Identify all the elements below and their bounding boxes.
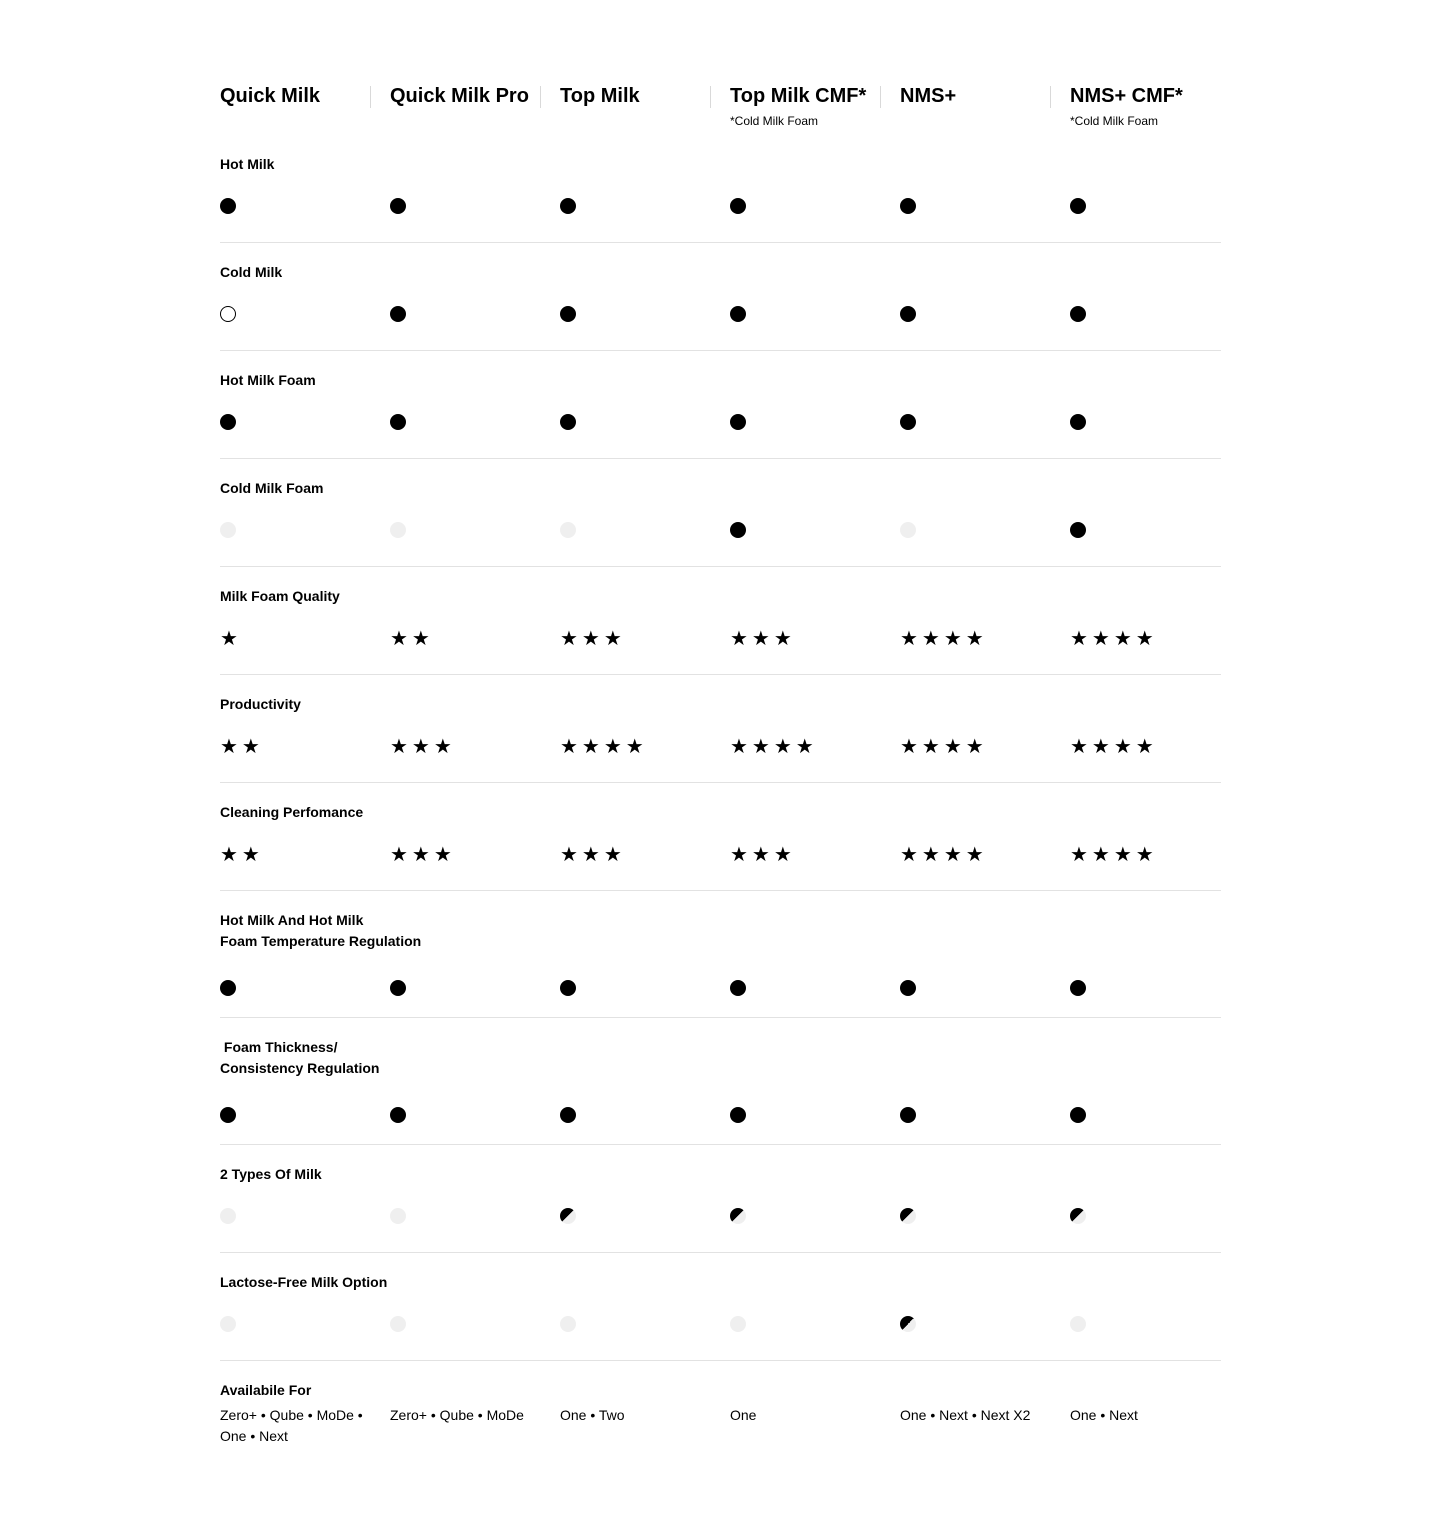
table-cell [390, 844, 560, 864]
table-cell [1070, 196, 1240, 216]
availability-text: One [730, 1407, 757, 1423]
feature-label: 2 Types Of Milk [220, 1166, 322, 1182]
filled-circle-icon [390, 414, 406, 430]
table-cell [730, 978, 900, 998]
column-title: Quick Milk [220, 85, 321, 107]
column-header [390, 84, 560, 108]
table-cell [220, 628, 390, 648]
table-row [220, 1145, 1221, 1253]
table-cell [560, 1405, 730, 1425]
availability-text: One • Two [560, 1407, 625, 1423]
table-cell [900, 1405, 1070, 1425]
table-cell [900, 628, 1070, 648]
filled-circle-icon [560, 980, 576, 996]
table-cell [220, 520, 390, 540]
table-cell [1070, 1105, 1240, 1125]
star-rating: ★★★ [560, 626, 626, 650]
table-cell [390, 412, 560, 432]
filled-circle-icon [1070, 1107, 1086, 1123]
filled-circle-icon [900, 1107, 916, 1123]
filled-circle-icon [220, 198, 236, 214]
table-cell [1070, 1206, 1240, 1226]
unavailable-circle-icon [1070, 1316, 1086, 1332]
filled-circle-icon [730, 980, 746, 996]
table-cell [1070, 304, 1240, 324]
table-cell [390, 1314, 560, 1334]
filled-circle-icon [900, 980, 916, 996]
filled-circle-icon [560, 414, 576, 430]
table-cell [560, 520, 730, 540]
table-cell [1070, 520, 1240, 540]
filled-circle-icon [220, 1107, 236, 1123]
column-divider [540, 86, 541, 108]
table-cell [900, 520, 1070, 540]
filled-circle-icon [560, 1107, 576, 1123]
filled-circle-icon [1070, 980, 1086, 996]
table-cell [900, 196, 1070, 216]
table-cell [390, 628, 560, 648]
table-cell [390, 304, 560, 324]
unavailable-circle-icon [220, 1316, 236, 1332]
table-cell [1070, 844, 1240, 864]
unavailable-circle-icon [560, 522, 576, 538]
table-cell [220, 844, 390, 864]
star-rating: ★★ [220, 842, 264, 866]
table-cell [900, 844, 1070, 864]
half-circle-icon [730, 1208, 746, 1224]
table-cell [560, 1105, 730, 1125]
table-cell [900, 736, 1070, 756]
column-title: Top Milk [560, 85, 640, 107]
half-circle-icon [900, 1208, 916, 1224]
table-cell [560, 736, 730, 756]
filled-circle-icon [390, 980, 406, 996]
table-cell [390, 736, 560, 756]
table-cell [560, 978, 730, 998]
table-row [220, 1018, 1221, 1145]
table-row [220, 1253, 1221, 1361]
unavailable-circle-icon [900, 522, 916, 538]
table-cell [220, 304, 390, 324]
availability-text: One • Next • Next X2 [900, 1407, 1031, 1423]
availability-text: One • Next [1070, 1407, 1138, 1423]
table-cell [560, 304, 730, 324]
table-cell [900, 1105, 1070, 1125]
table-cell [730, 412, 900, 432]
table-row [220, 675, 1221, 783]
filled-circle-icon [730, 522, 746, 538]
table-row [220, 243, 1221, 351]
filled-circle-icon [560, 306, 576, 322]
table-cell [730, 304, 900, 324]
star-rating: ★★★★ [900, 842, 988, 866]
table-cell [220, 1105, 390, 1125]
column-title: Quick Milk Pro [390, 85, 529, 107]
star-rating: ★★★ [390, 734, 456, 758]
table-row [220, 1361, 1221, 1481]
feature-label: Hot Milk And Hot Milk Foam Temperature Regulation [220, 912, 422, 949]
table-cell [220, 1314, 390, 1334]
table-cell [390, 1206, 560, 1226]
feature-label: Availabile For [220, 1382, 312, 1398]
table-cell [220, 412, 390, 432]
table-cell [560, 196, 730, 216]
table-cell [560, 844, 730, 864]
feature-label: Milk Foam Quality [220, 588, 340, 604]
unavailable-circle-icon [220, 1208, 236, 1224]
star-rating: ★★★ [730, 626, 796, 650]
table-cell [390, 1105, 560, 1125]
column-footnote: *Cold Milk Foam [1070, 114, 1159, 128]
filled-circle-icon [1070, 306, 1086, 322]
table-cell [900, 978, 1070, 998]
star-rating: ★★★★ [1070, 842, 1158, 866]
table-row [220, 135, 1221, 243]
availability-text: Zero+ • Qube • MoDe • One • Next [220, 1407, 363, 1444]
table-cell [220, 1405, 390, 1444]
column-divider [370, 86, 371, 108]
feature-label: Lactose-Free Milk Option [220, 1274, 388, 1290]
table-cell [1070, 1314, 1240, 1334]
unavailable-circle-icon [390, 1208, 406, 1224]
feature-label: Hot Milk Foam [220, 372, 316, 388]
half-circle-icon [900, 1316, 916, 1332]
column-header [1070, 84, 1240, 128]
table-row [220, 891, 1221, 1018]
table-cell [1070, 978, 1240, 998]
feature-label: Cleaning Perfomance [220, 804, 364, 820]
table-cell [220, 196, 390, 216]
half-circle-icon [1070, 1208, 1086, 1224]
filled-circle-icon [220, 980, 236, 996]
star-rating: ★★ [220, 734, 264, 758]
table-cell [900, 1206, 1070, 1226]
star-rating: ★★★ [560, 842, 626, 866]
column-divider [710, 86, 711, 108]
star-rating: ★★★★ [560, 734, 648, 758]
table-cell [1070, 736, 1240, 756]
filled-circle-icon [390, 306, 406, 322]
filled-circle-icon [730, 1107, 746, 1123]
unavailable-circle-icon [560, 1316, 576, 1332]
filled-circle-icon [1070, 414, 1086, 430]
column-header [560, 84, 730, 108]
availability-text: Zero+ • Qube • MoDe [390, 1407, 524, 1423]
unavailable-circle-icon [730, 1316, 746, 1332]
empty-circle-icon [220, 306, 236, 322]
feature-label: Hot Milk [220, 156, 275, 172]
filled-circle-icon [1070, 198, 1086, 214]
filled-circle-icon [730, 306, 746, 322]
column-divider [1050, 86, 1051, 108]
column-title: Top Milk CMF* [730, 85, 867, 107]
table-cell [220, 978, 390, 998]
table-cell [730, 1206, 900, 1226]
table-row [220, 783, 1221, 891]
table-cell [560, 1314, 730, 1334]
table-cell [560, 412, 730, 432]
unavailable-circle-icon [220, 522, 236, 538]
unavailable-circle-icon [390, 1316, 406, 1332]
table-header [220, 0, 1221, 135]
filled-circle-icon [730, 198, 746, 214]
table-cell [730, 520, 900, 540]
half-circle-icon [560, 1208, 576, 1224]
table-cell [730, 1314, 900, 1334]
table-cell [730, 196, 900, 216]
table-cell [560, 628, 730, 648]
table-cell [220, 736, 390, 756]
table-cell [900, 1314, 1070, 1334]
table-cell [390, 520, 560, 540]
feature-label: Cold Milk Foam [220, 480, 324, 496]
star-rating: ★★★★ [900, 734, 988, 758]
filled-circle-icon [390, 1107, 406, 1123]
filled-circle-icon [560, 198, 576, 214]
feature-label: Productivity [220, 696, 301, 712]
table-cell [730, 736, 900, 756]
feature-label: Cold Milk [220, 264, 283, 280]
filled-circle-icon [900, 198, 916, 214]
table-cell [390, 196, 560, 216]
star-rating: ★ [220, 626, 242, 650]
table-cell [1070, 412, 1240, 432]
star-rating: ★★★ [390, 842, 456, 866]
star-rating: ★★★★ [900, 626, 988, 650]
table-row [220, 459, 1221, 567]
table-cell [390, 978, 560, 998]
filled-circle-icon [220, 414, 236, 430]
table-cell [560, 1206, 730, 1226]
star-rating: ★★★★ [1070, 626, 1158, 650]
table-cell [390, 1405, 560, 1425]
table-cell [1070, 1405, 1240, 1425]
filled-circle-icon [390, 198, 406, 214]
unavailable-circle-icon [390, 522, 406, 538]
comparison-table [220, 0, 1221, 1481]
table-cell [1070, 628, 1240, 648]
filled-circle-icon [900, 414, 916, 430]
column-header [730, 84, 900, 128]
column-footnote: *Cold Milk Foam [730, 114, 819, 128]
filled-circle-icon [900, 306, 916, 322]
table-cell [900, 412, 1070, 432]
feature-label: Foam Thickness/ Consistency Regulation [220, 1039, 380, 1076]
filled-circle-icon [1070, 522, 1086, 538]
star-rating: ★★★★ [730, 734, 818, 758]
table-cell [730, 844, 900, 864]
table-cell [900, 304, 1070, 324]
table-row [220, 351, 1221, 459]
table-cell [730, 628, 900, 648]
column-header [220, 84, 390, 108]
filled-circle-icon [730, 414, 746, 430]
star-rating: ★★★ [730, 842, 796, 866]
column-title: NMS+ [900, 85, 957, 107]
table-cell [730, 1405, 900, 1425]
column-divider [880, 86, 881, 108]
column-title: NMS+ CMF* [1070, 85, 1183, 107]
star-rating: ★★★★ [1070, 734, 1158, 758]
table-cell [220, 1206, 390, 1226]
star-rating: ★★ [390, 626, 434, 650]
column-header [900, 84, 1070, 108]
table-row [220, 567, 1221, 675]
feature-rows [220, 135, 1221, 1481]
table-cell [730, 1105, 900, 1125]
